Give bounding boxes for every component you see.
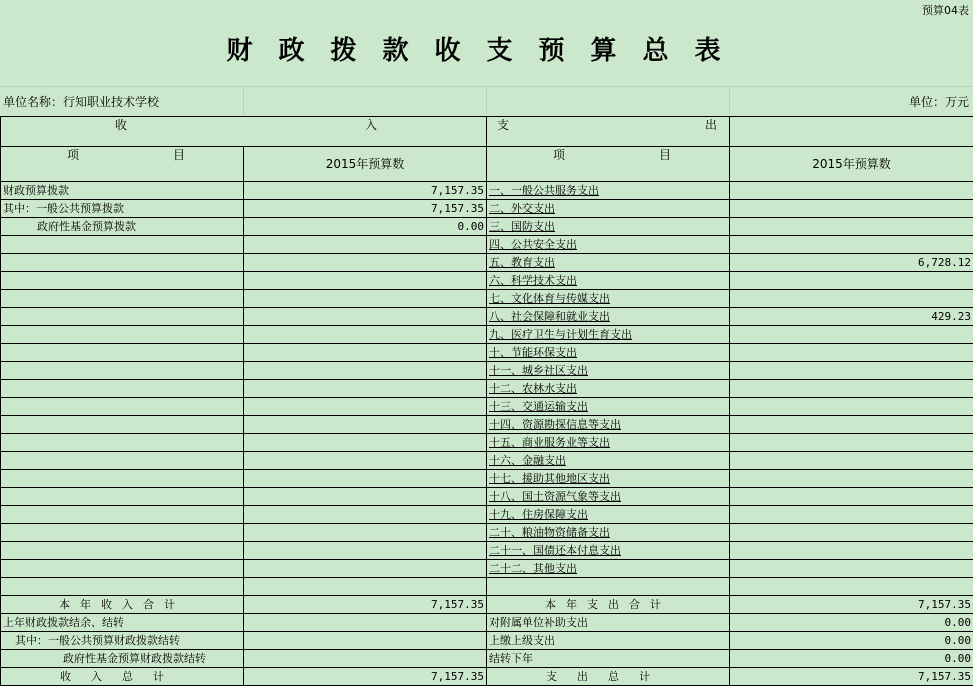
total-row: [1, 596, 973, 614]
table-row: [1, 200, 973, 218]
expense-item-cell[interactable]: 十五、商业服务业等支出: [487, 434, 730, 452]
expense-item-cell[interactable]: 十九、住房保障支出: [487, 506, 730, 524]
expense-item-cell[interactable]: 十八、国土资源气象等支出: [487, 488, 730, 506]
income-total-label[interactable]: 收入总计: [1, 668, 244, 686]
expense-value-cell[interactable]: [730, 362, 973, 380]
total-row: [1, 650, 973, 668]
table-row: [1, 344, 973, 362]
header-item-char2: 目: [659, 148, 672, 162]
expense-value-cell[interactable]: [730, 344, 973, 362]
table-row: [1, 560, 973, 578]
table-row: [1, 308, 973, 326]
expense-value-cell[interactable]: [730, 506, 973, 524]
expense-item-cell[interactable]: 十、节能环保支出: [487, 344, 730, 362]
expense-value-cell[interactable]: 6,728.12: [730, 254, 973, 272]
table-row: [1, 524, 973, 542]
income-value-cell[interactable]: [244, 344, 487, 362]
expense-item-cell[interactable]: 五、教育支出: [487, 254, 730, 272]
expense-value-cell[interactable]: [730, 542, 973, 560]
table-row: [1, 272, 973, 290]
income-item-cell[interactable]: [1, 308, 244, 326]
income-item-cell[interactable]: [1, 380, 244, 398]
upper-value[interactable]: 0.00: [730, 632, 973, 650]
carryover-general-label[interactable]: 其中：一般公共预算财政拨款结转: [1, 632, 244, 650]
income-value-cell[interactable]: [244, 308, 487, 326]
income-total-value[interactable]: 7,157.35: [244, 668, 487, 686]
table-row: [1, 506, 973, 524]
expense-value-cell[interactable]: [730, 488, 973, 506]
income-subtotal-label[interactable]: 本年收入合计: [1, 596, 244, 614]
expense-value-cell[interactable]: [730, 416, 973, 434]
header-expense-char1: 支: [497, 118, 510, 132]
income-value-cell[interactable]: [244, 398, 487, 416]
form-code: 预算04表: [922, 4, 969, 17]
table-row: [1, 434, 973, 452]
income-item-cell[interactable]: [1, 236, 244, 254]
table-row: [1, 290, 973, 308]
income-item-cell[interactable]: [1, 578, 244, 596]
header-income-char2: 入: [365, 118, 378, 132]
next-year-label[interactable]: 结转下年: [487, 650, 730, 668]
header-row-columns: [1, 147, 973, 182]
header-expense-char2: 出: [705, 118, 718, 132]
income-value-cell[interactable]: [244, 452, 487, 470]
unit-label: 单位：万元: [908, 95, 969, 109]
income-value-cell[interactable]: [244, 542, 487, 560]
expense-value-cell[interactable]: [730, 398, 973, 416]
expense-item-cell[interactable]: 十一、城乡社区支出: [487, 362, 730, 380]
header-expense[interactable]: [487, 117, 730, 147]
expense-value-cell[interactable]: [730, 290, 973, 308]
expense-item-cell[interactable]: 十四、资源勘探信息等支出: [487, 416, 730, 434]
carryover-fund-label[interactable]: 政府性基金预算财政拨款结转: [1, 650, 244, 668]
table-row: [1, 182, 973, 200]
income-value-cell[interactable]: 0.00: [244, 218, 487, 236]
expense-value-cell[interactable]: [730, 218, 973, 236]
income-item-cell[interactable]: [1, 506, 244, 524]
expense-value-cell[interactable]: [730, 182, 973, 200]
header-item-char1: 项: [553, 148, 566, 162]
upper-label[interactable]: 上缴上级支出: [487, 632, 730, 650]
expense-item-cell[interactable]: 七、文化体育与传媒支出: [487, 290, 730, 308]
grid-line: [243, 87, 244, 115]
income-item-cell[interactable]: [1, 254, 244, 272]
income-item-cell[interactable]: [1, 290, 244, 308]
expense-value-cell[interactable]: [730, 560, 973, 578]
income-value-cell[interactable]: [244, 470, 487, 488]
expense-value-cell[interactable]: [730, 452, 973, 470]
expense-item-cell[interactable]: 十二、农林水支出: [487, 380, 730, 398]
budget-table: [0, 116, 973, 686]
expense-value-cell[interactable]: [730, 200, 973, 218]
expense-item-cell[interactable]: 三、国防支出: [487, 218, 730, 236]
income-item-cell[interactable]: [1, 416, 244, 434]
income-value-cell[interactable]: [244, 578, 487, 596]
header-item-income[interactable]: [1, 147, 244, 182]
subsidy-label[interactable]: 对附属单位补助支出: [487, 614, 730, 632]
income-value-cell[interactable]: [244, 560, 487, 578]
expense-item-cell[interactable]: 九、医疗卫生与计划生育支出: [487, 326, 730, 344]
expense-item-cell[interactable]: 二十、粮油物资储备支出: [487, 524, 730, 542]
income-item-cell[interactable]: [1, 272, 244, 290]
income-value-cell[interactable]: [244, 416, 487, 434]
income-item-cell[interactable]: 其中：一般公共预算拨款: [1, 200, 244, 218]
header-row-section: [1, 117, 973, 147]
total-row: [1, 614, 973, 632]
expense-item-cell[interactable]: 一、一般公共服务支出: [487, 182, 730, 200]
unit-row: [0, 86, 973, 115]
income-value-cell[interactable]: [244, 236, 487, 254]
expense-item-cell[interactable]: 十六、金融支出: [487, 452, 730, 470]
income-subtotal-value[interactable]: 7,157.35: [244, 596, 487, 614]
table-row: [1, 398, 973, 416]
income-value-cell[interactable]: [244, 524, 487, 542]
expense-item-cell[interactable]: 十七、援助其他地区支出: [487, 470, 730, 488]
table-row: [1, 254, 973, 272]
header-item-char2: 目: [173, 148, 186, 162]
table-row: [1, 470, 973, 488]
table-row: [1, 380, 973, 398]
income-item-cell[interactable]: [1, 560, 244, 578]
carryover-general-value[interactable]: [244, 632, 487, 650]
grid-line: [729, 87, 730, 115]
income-item-cell[interactable]: 政府性基金预算拨款: [1, 218, 244, 236]
income-value-cell[interactable]: 7,157.35: [244, 200, 487, 218]
expense-item-cell[interactable]: 二十一、国债还本付息支出: [487, 542, 730, 560]
expense-item-cell[interactable]: 二、外交支出: [487, 200, 730, 218]
income-item-cell[interactable]: [1, 344, 244, 362]
income-item-cell[interactable]: [1, 524, 244, 542]
page-title: 财政拨款收支预算总表: [226, 36, 747, 66]
carryover-fund-value[interactable]: [244, 650, 487, 668]
income-value-cell[interactable]: [244, 380, 487, 398]
income-value-cell[interactable]: [244, 326, 487, 344]
income-item-cell[interactable]: 财政预算拨款: [1, 182, 244, 200]
total-row: [1, 632, 973, 650]
expense-value-cell[interactable]: [730, 326, 973, 344]
table-row: [1, 452, 973, 470]
table-row: [1, 362, 973, 380]
income-value-cell[interactable]: [244, 488, 487, 506]
table-row: [1, 542, 973, 560]
header-item-char1: 项: [67, 148, 80, 162]
table-row: [1, 488, 973, 506]
expense-item-cell[interactable]: 六、科学技术支出: [487, 272, 730, 290]
income-value-cell[interactable]: [244, 290, 487, 308]
header-income-char1: 收: [115, 118, 128, 132]
expense-value-cell[interactable]: [730, 380, 973, 398]
income-item-cell[interactable]: [1, 434, 244, 452]
expense-item-cell[interactable]: 八、社会保障和就业支出: [487, 308, 730, 326]
income-value-cell[interactable]: [244, 506, 487, 524]
carryover-value[interactable]: [244, 614, 487, 632]
table-row: [1, 578, 973, 596]
income-item-cell[interactable]: [1, 488, 244, 506]
expense-value-cell[interactable]: 429.23: [730, 308, 973, 326]
table-row: [1, 218, 973, 236]
income-value-cell[interactable]: [244, 362, 487, 380]
income-value-cell[interactable]: 7,157.35: [244, 182, 487, 200]
expense-value-cell[interactable]: [730, 236, 973, 254]
income-item-cell[interactable]: [1, 326, 244, 344]
subsidy-value[interactable]: 0.00: [730, 614, 973, 632]
expense-total-value[interactable]: 7,157.35: [730, 668, 973, 686]
unit-name: 单位名称：行知职业技术学校: [3, 95, 160, 109]
expense-item-cell[interactable]: 二十二、其他支出: [487, 560, 730, 578]
carryover-label[interactable]: 上年财政拨款结余、结转: [1, 614, 244, 632]
expense-value-cell[interactable]: [730, 578, 973, 596]
table-row: [1, 326, 973, 344]
expense-value-cell[interactable]: [730, 524, 973, 542]
income-item-cell[interactable]: [1, 398, 244, 416]
income-item-cell[interactable]: [1, 452, 244, 470]
total-row: [1, 668, 973, 686]
income-value-cell[interactable]: [244, 254, 487, 272]
table-row: [1, 416, 973, 434]
income-item-cell[interactable]: [1, 362, 244, 380]
expense-value-cell[interactable]: [730, 470, 973, 488]
table-body: [1, 117, 973, 686]
expense-item-cell[interactable]: 十三、交通运输支出: [487, 398, 730, 416]
expense-item-cell[interactable]: 四、公共安全支出: [487, 236, 730, 254]
next-year-value[interactable]: 0.00: [730, 650, 973, 668]
header-income[interactable]: [1, 117, 487, 147]
expense-value-cell[interactable]: [730, 434, 973, 452]
expense-total-label[interactable]: 支出总计: [487, 668, 730, 686]
header-empty[interactable]: [730, 117, 973, 147]
income-value-cell[interactable]: [244, 272, 487, 290]
income-item-cell[interactable]: [1, 470, 244, 488]
expense-subtotal-value[interactable]: 7,157.35: [730, 596, 973, 614]
header-item-expense[interactable]: [487, 147, 730, 182]
grid-line: [486, 87, 487, 115]
header-budget-expense[interactable]: 2015年预算数: [730, 147, 973, 182]
header-budget-income[interactable]: 2015年预算数: [244, 147, 487, 182]
income-value-cell[interactable]: [244, 434, 487, 452]
table-row: [1, 236, 973, 254]
expense-subtotal-label[interactable]: 本年支出合计: [487, 596, 730, 614]
expense-value-cell[interactable]: [730, 272, 973, 290]
income-item-cell[interactable]: [1, 542, 244, 560]
expense-item-cell[interactable]: [487, 578, 730, 596]
